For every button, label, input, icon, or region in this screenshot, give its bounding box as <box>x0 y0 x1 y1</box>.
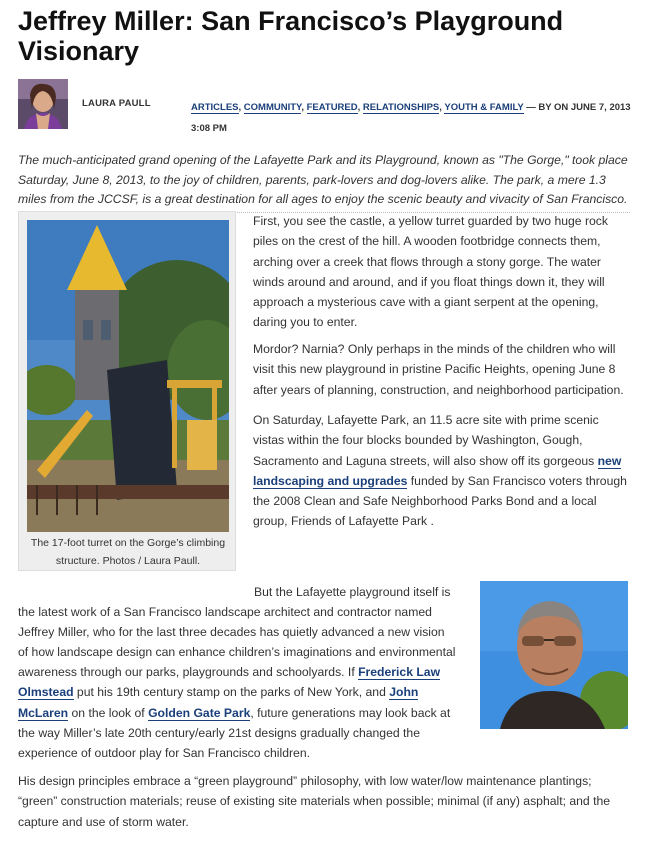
turret-photo-caption: The 17-foot turret on the Gorge’s climbing structure. Photos / Laura Paull. <box>30 537 226 567</box>
category-link-articles[interactable]: ARTICLES <box>191 102 239 113</box>
paragraph-5: His design principles embrace a “green playground” philosophy, with low water/low maintenance plantings; “green” construction materials; reuse of existing site materials when possible; minimal (if any) asphalt; and the capture and use of storm water. <box>18 774 611 829</box>
paragraph-4: But the Lafayette playground itself is the latest work of a San Francisco landscape architect and contractor named Jeffrey Miller, who for the last three decades has quietly advanced a new vision of how landscape design can enhance children’s imaginations and environmental awareness through our parks, playgrounds and schoolyards. If Frederick Law Olmstead put his 19th century stamp on the parks of New York, and John McLaren on the look of Golden Gate Park, future generations may look back at the way Miller’s late 20th century/early 21st designs gradually changed the experience of outdoor play for San Francisco children. <box>18 585 456 760</box>
paragraph-1: First, you see the castle, a yellow turret guarded by two huge rock piles on the crest of the hill. A wooden footbridge connects them, arching over a creek that flows through a stony gorge. The water winds around and around, and if you float things down it, they will approach a mysterious cave with a giant serpent at the opening, daring you to enter. <box>253 214 608 330</box>
paragraph-2: Mordor? Narnia? Only perhaps in the minds of the children who will visit this new playground in pristine Pacific Heights, opening June 8 after years of planning, construction, and neighborhood participation. <box>253 342 624 397</box>
jeffrey-miller-photo <box>480 581 628 729</box>
new-landscaping-link[interactable]: new landscaping and upgrades <box>253 453 622 488</box>
turret-photo <box>27 220 229 532</box>
category-link-community[interactable]: COMMUNITY <box>243 102 302 113</box>
paragraph-3: On Saturday, Lafayette Park, an 11.5 acre site with prime scenic vistas within the four blocks bounded by Washington, Gough, Sacramento and Laguna streets, will also show off its gorgeous new landscaping and upgrades funded by San Francisco voters through the 2008 Clean and Safe Neighborhood Parks Bond and a local group, Friends of Lafayette Park . <box>253 413 627 529</box>
category-link-relationships[interactable]: RELATIONSHIPS <box>362 102 440 113</box>
byline-categories: ARTICLES, COMMUNITY, FEATURED, RELATIONSHIPS, YOUTH & FAMILY — BY ON JUNE 7, 2013 3:08 PM <box>191 102 631 134</box>
article-title: Jeffrey Miller: San Francisco’s Playground Visionary <box>18 6 564 66</box>
author-name[interactable]: LAURA PAULL <box>82 98 151 109</box>
frederick-law-olmstead-link[interactable]: Frederick Law Olmstead <box>18 665 441 700</box>
category-link-featured[interactable]: FEATURED <box>306 102 358 113</box>
byline-date: — BY ON JUNE 7, 2013 3:08 PM <box>191 102 631 134</box>
article-lead: The much-anticipated grand opening of the Lafayette Park and its Playground, known as "The Gorge," took place Saturday, June 8, 2013, to the joy of children, parents, park-lovers and dog-lovers alike. The park, a mere 1.3 miles from the JCCSF, is a great destination for all ages to enjoy the scenic beauty and vivacity of San Francisco. <box>18 151 630 213</box>
golden-gate-park-link[interactable]: Golden Gate Park <box>148 705 251 720</box>
author-avatar[interactable] <box>18 79 68 129</box>
john-mclaren-link[interactable]: John McLaren <box>18 685 419 720</box>
turret-photo-figure <box>18 211 236 571</box>
category-link-youth-family[interactable]: YOUTH & FAMILY <box>444 102 524 113</box>
